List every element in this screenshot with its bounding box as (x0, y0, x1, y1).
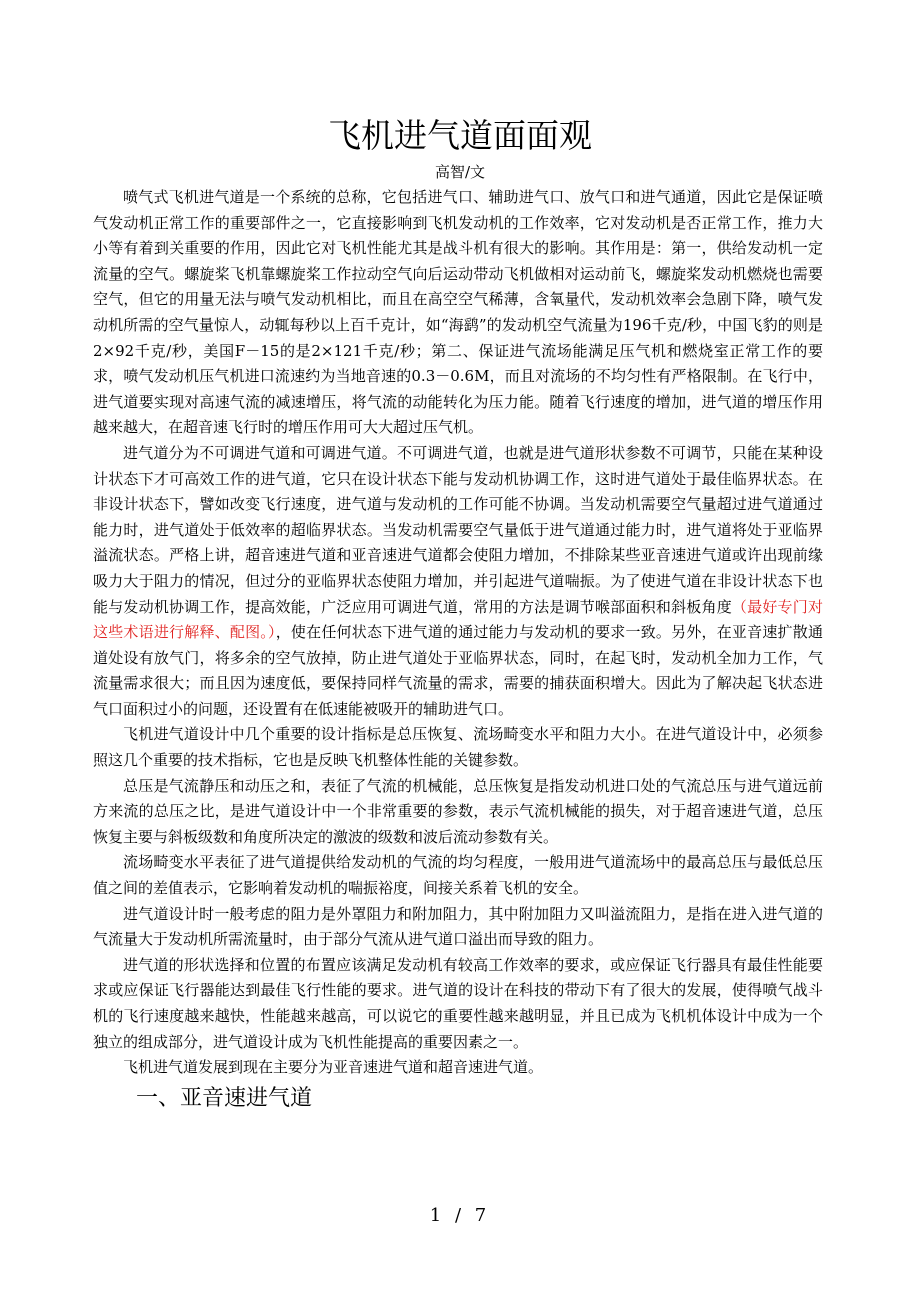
paragraph-inlet-types (93, 441, 823, 723)
paragraph-inlet-types-text: 进气道分为不可调进气道和可调进气道。不可调进气道，也就是进气道形状参数不可调节，只能在某种设计状态下才可高效工作的进气道，它只在设计状态下能与发动机协调工作，这时进气道处于最佳临界状态。在非设计状态下，譬如改变飞行速度，进气道与发动机的工作可能不协调。当发动机需要空气量超过进气道通过能力时，进气道处于低效率的超临界状态。当发动机需要空气量低于进气道通过能力时，进气道将处于亚临界溢流状态。严格上讲，超音速进气道和亚音速进气道都会使阻力增加，不排除某些亚音速进气道或许出现前缘吸力大于阻力的情况，但过分的亚临界状态使阻力增加，并引起进气道喘振。为了使进气道在非设计状态下也能与发动机协调工作，提高效能，广泛应用可调进气道，常用的方法是调节喉部面积和斜板角度 (93, 443, 823, 616)
paragraph-inlet-types-text-continued: ，使在任何状态下进气道的通过能力与发动机的要求一致。另外，在亚音速扩散通道处设有放气门，将多余的空气放掉，防止进气道处于亚临界状态，同时，在起飞时，发动机全加力工作，气流量需求很大；而且因为速度低，要保持同样气流量的需求，需要的捕获面积增大。因此为了解决起飞状态进气口面积过小的问题，还设置有在低速能被吸开的辅助进气口。 (93, 623, 823, 718)
paragraph-flow-distortion: 流场畸变水平表征了进气道提供给发动机的气流的均匀程度，一般用进气道流场中的最高总压与最低总压值之间的差值表示，它影响着发动机的喘振裕度，间接关系着飞机的安全。 (93, 853, 823, 898)
paragraph-drag: 进气道设计时一般考虑的阻力是外罩阻力和附加阻力，其中附加阻力又叫溢流阻力，是指在进入进气道的气流量大于发动机所需流量时，由于部分气流从进气道口溢出而导致的阻力。 (93, 904, 823, 949)
paragraph-design-indicators: 飞机进气道设计中几个重要的设计指标是总压恢复、流场畸变水平和阻力大小。在进气道设计中，必须参照这几个重要的技术指标，它也是反映飞机整体性能的关键参数。 (93, 725, 823, 770)
paragraph-intro: 喷气式飞机进气道是一个系统的总称，它包括进气口、辅助进气口、放气口和进气通道，因此它是保证喷气发动机正常工作的重要部件之一，它直接影响到飞机发动机的工作效率，它对发动机是否正常工作，推力大小等有着到关重要的作用，因此它对飞机性能尤其是战斗机有很大的影响。其作用是：第一，供给发动机一定流量的空气。螺旋桨飞机靠螺旋桨工作拉动空气向后运动带动飞机做相对运动前飞，螺旋桨发动机燃烧也需要空气，但它的用量无法与喷气发动机相比，而且在高空空气稀薄，含氧量代，发动机效率会急剧下降，喷气发动机所需的空气量惊人，动辄每秒以上百千克计，如“海鹞”的发动机空气流量为196千克/秒，中国飞豹的则是2×92千克/秒，美国F－15的是2×121千克/秒；第二、保证进气流场能满足压气机和燃烧室正常工作的要求，喷气发动机压气机进口流速约为当地音速的0.3－0.6M，而且对流场的不均匀性有严格限制。在飞行中，进气道要实现对高速气流的减速增压，将气流的动能转化为压力能。随着飞行速度的增加，进气道的增压作用越来越大，在超音速飞行时的增压作用可大大超过压气机。 (93, 188, 823, 437)
document-body (93, 185, 823, 1081)
author-byline: 高智/文 (434, 163, 486, 181)
document-title: 飞机进气道面面观 (328, 116, 592, 155)
page-number: 1 / 7 (429, 1205, 491, 1226)
section-heading: 一、亚音速进气道 (136, 1086, 313, 1111)
paragraph-classification: 飞机进气道发展到现在主要分为亚音速进气道和超音速进气道。 (123, 1058, 544, 1077)
editor-annotation: （最好专门对这些术语进行解释、配图。） (93, 597, 823, 642)
paragraph-shape-position: 进气道的形状选择和位置的布置应该满足发动机有较高工作效率的要求，或应保证飞行器具有最佳性能要求或应保证飞行器能达到最佳飞行性能的要求。进气道的设计在科技的带动下有了很大的发展，使得喷气战斗机的飞行速度越来越快，性能越来越高，可以说它的重要性越来越明显，并且已成为飞机机体设计中成为一个独立的组成部分，进气道设计成为飞机性能提高的重要因素之一。 (93, 955, 823, 1051)
paragraph-total-pressure: 总压是气流静压和动压之和，表征了气流的机械能，总压恢复是指发动机进口处的气流总压与进气道远前方来流的总压之比，是进气道设计中一个非常重要的参数，表示气流机械能的损失，对于超音速进气道，总压恢复主要与斜板级数和角度所决定的激波的级数和波后流动参数有关。 (93, 776, 823, 846)
